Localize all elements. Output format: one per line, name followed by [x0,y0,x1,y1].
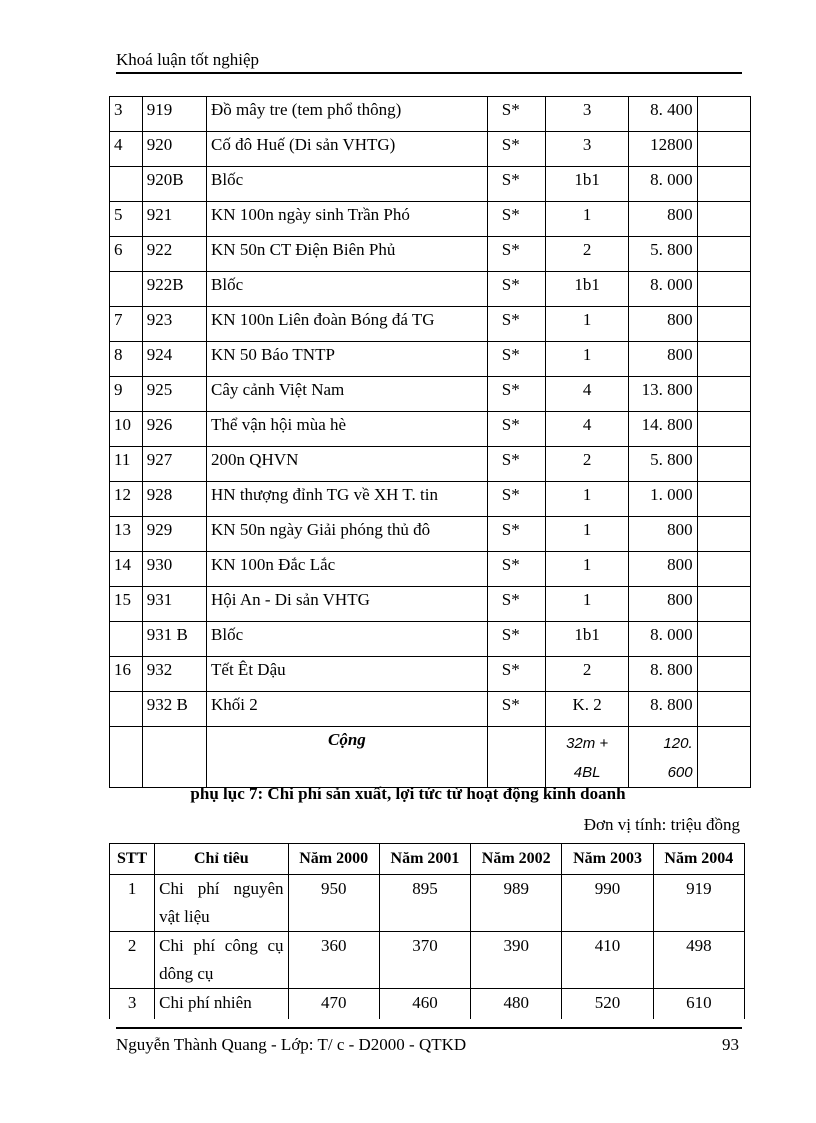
row-number: 2 [110,932,155,989]
row-number: 11 [110,447,143,482]
total-value [629,727,697,788]
stamp-value: 5. 800 [629,237,697,272]
stamp-name: Tết Êt Dậu [207,657,488,692]
stamp-name: Cây cảnh Việt Nam [207,377,488,412]
stamp-name: Hội An - Di sản VHTG [207,587,488,622]
table-row [110,875,745,932]
stamp-name: Blốc [207,622,488,657]
stamp-name: KN 50n ngày Giải phóng thủ đô [207,517,488,552]
year-value: 460 [379,989,470,1020]
stamp-value: 800 [629,342,697,377]
stamp-code: 931 [142,587,206,622]
stamp-quantity: 1b1 [545,167,628,202]
stamp-type: S* [487,692,545,727]
stamp-type: S* [487,272,545,307]
column-header: Năm 2002 [471,844,562,875]
empty-cell [697,412,750,447]
stamp-quantity: 1 [545,517,628,552]
empty-cell [697,692,750,727]
appendix-title: phụ lục 7: Chi phí sản xuất, lợi tức từ hoạt động kinh doanh [190,784,626,803]
table-row [110,307,751,342]
stamp-name: Cố đô Huế (Di sản VHTG) [207,132,488,167]
stamp-name: Thể vận hội mùa hè [207,412,488,447]
stamp-value: 14. 800 [629,412,697,447]
row-number: 9 [110,377,143,412]
stamp-type: S* [487,412,545,447]
table-row [110,989,745,1020]
row-number: 10 [110,412,143,447]
row-number: 7 [110,307,143,342]
stamp-name: 200n QHVN [207,447,488,482]
row-number: 6 [110,237,143,272]
column-header: Năm 2001 [379,844,470,875]
row-number: 4 [110,132,143,167]
year-value: 480 [471,989,562,1020]
empty-cell [697,377,750,412]
table-row [110,237,751,272]
stamp-quantity: 1 [545,342,628,377]
empty-cell [697,657,750,692]
table-row [110,622,751,657]
stamp-code: 931 B [142,622,206,657]
table-row [110,202,751,237]
total-row [110,727,751,788]
year-value: 410 [562,932,653,989]
column-header: Năm 2004 [653,844,744,875]
total-quantity-line1: 32m + [566,735,609,752]
total-value-line2: 600 [667,764,693,781]
row-number: 3 [110,989,155,1020]
stamp-name: Khối 2 [207,692,488,727]
table-row [110,132,751,167]
table-row [110,517,751,552]
stamp-quantity: 3 [545,97,628,132]
stamp-code: 922 [142,237,206,272]
empty-cell [697,482,750,517]
table-row [110,167,751,202]
row-number [110,272,143,307]
stamp-type: S* [487,447,545,482]
stamp-code: 921 [142,202,206,237]
stamp-type: S* [487,167,545,202]
stamp-type: S* [487,237,545,272]
table-row [110,932,745,989]
year-value: 370 [379,932,470,989]
stamp-value: 8. 800 [629,692,697,727]
stamp-quantity: 3 [545,132,628,167]
stamp-value: 8. 800 [629,657,697,692]
table-row [110,447,751,482]
row-number [110,692,143,727]
stamp-quantity: 2 [545,237,628,272]
empty-cell [697,587,750,622]
empty-cell [697,342,750,377]
stamp-type: S* [487,552,545,587]
empty-cell [697,97,750,132]
stamp-quantity: 1b1 [545,272,628,307]
stamp-issues-table [109,96,751,788]
total-label: Cộng [207,727,488,788]
stamp-name: KN 100n Liên đoàn Bóng đá TG [207,307,488,342]
stamp-value: 8. 000 [629,272,697,307]
table-row [110,342,751,377]
year-value: 390 [471,932,562,989]
empty-cell [697,552,750,587]
table-row [110,552,751,587]
year-value: 950 [288,875,379,932]
empty-cell [697,272,750,307]
year-value: 470 [288,989,379,1020]
cost-item: Chi phí nguyên vật liệu [155,875,288,932]
row-number: 14 [110,552,143,587]
row-number: 15 [110,587,143,622]
empty-cell [697,237,750,272]
stamp-value: 8. 400 [629,97,697,132]
table-row [110,692,751,727]
stamp-quantity: 1 [545,587,628,622]
stamp-code: 919 [142,97,206,132]
row-number: 3 [110,97,143,132]
table-row [110,377,751,412]
row-number: 16 [110,657,143,692]
footer-divider [116,1027,742,1029]
stamp-quantity: 1 [545,552,628,587]
stamp-code: 925 [142,377,206,412]
stamp-type: S* [487,202,545,237]
stamp-type: S* [487,307,545,342]
header-divider [116,72,742,74]
stamp-code: 929 [142,517,206,552]
stamp-code: 932 [142,657,206,692]
table-row [110,657,751,692]
row-number: 13 [110,517,143,552]
empty-cell [142,727,206,788]
stamp-value: 800 [629,587,697,622]
stamp-value: 5. 800 [629,447,697,482]
stamp-quantity: 1b1 [545,622,628,657]
empty-cell [697,202,750,237]
stamp-type: S* [487,97,545,132]
year-value: 360 [288,932,379,989]
stamp-type: S* [487,377,545,412]
stamp-name: KN 50 Báo TNTP [207,342,488,377]
stamp-code: 932 B [142,692,206,727]
stamp-value: 800 [629,202,697,237]
stamp-quantity: 4 [545,412,628,447]
row-number [110,167,143,202]
year-value: 990 [562,875,653,932]
stamp-type: S* [487,342,545,377]
row-number: 12 [110,482,143,517]
table-row [110,412,751,447]
empty-cell [697,517,750,552]
stamp-name: KN 50n CT Điện Biên Phủ [207,237,488,272]
stamp-name: Blốc [207,167,488,202]
year-value: 498 [653,932,744,989]
stamp-quantity: K. 2 [545,692,628,727]
stamp-value: 8. 000 [629,167,697,202]
stamp-type: S* [487,482,545,517]
row-number [110,622,143,657]
stamp-code: 927 [142,447,206,482]
stamp-type: S* [487,132,545,167]
empty-cell [697,132,750,167]
row-number: 5 [110,202,143,237]
empty-cell [697,622,750,657]
stamp-name: Đồ mây tre (tem phổ thông) [207,97,488,132]
row-number: 1 [110,875,155,932]
stamp-type: S* [487,622,545,657]
stamp-value: 12800 [629,132,697,167]
stamp-code: 930 [142,552,206,587]
stamp-code: 920B [142,167,206,202]
stamp-value: 1. 000 [629,482,697,517]
stamp-value: 800 [629,307,697,342]
stamp-code: 922B [142,272,206,307]
stamp-quantity: 2 [545,657,628,692]
stamp-name: Blốc [207,272,488,307]
empty-cell [697,307,750,342]
stamp-value: 8. 000 [629,622,697,657]
table-row [110,97,751,132]
column-header: STT [110,844,155,875]
empty-cell [697,727,750,788]
stamp-code: 928 [142,482,206,517]
stamp-type: S* [487,657,545,692]
year-value: 989 [471,875,562,932]
total-value-line1: 120. [663,735,693,752]
stamp-quantity: 1 [545,307,628,342]
cost-item: Chi phí nhiên [155,989,288,1020]
column-header: Chỉ tiêu [155,844,288,875]
empty-cell [697,447,750,482]
empty-cell [487,727,545,788]
stamp-name: KN 100n ngày sinh Trần Phó [207,202,488,237]
row-number: 8 [110,342,143,377]
stamp-code: 924 [142,342,206,377]
stamp-type: S* [487,587,545,622]
stamp-code: 926 [142,412,206,447]
column-header: Năm 2000 [288,844,379,875]
year-value: 610 [653,989,744,1020]
stamp-name: KN 100n Đắc Lắc [207,552,488,587]
stamp-value: 13. 800 [629,377,697,412]
stamp-name: HN thượng đỉnh TG về XH T. tin [207,482,488,517]
page-number: 93 [722,1035,739,1054]
stamp-type: S* [487,517,545,552]
empty-cell [697,167,750,202]
table-row [110,272,751,307]
page-header-title: Khoá luận tốt nghiệp [116,50,260,69]
year-value: 895 [379,875,470,932]
stamp-code: 923 [142,307,206,342]
total-quantity [545,727,628,788]
stamp-quantity: 2 [545,447,628,482]
table-row [110,587,751,622]
stamp-quantity: 1 [545,202,628,237]
stamp-quantity: 4 [545,377,628,412]
cost-item: Chi phí công cụ dông cụ [155,932,288,989]
stamp-value: 800 [629,552,697,587]
stamp-quantity: 1 [545,482,628,517]
year-value: 520 [562,989,653,1020]
stamp-code: 920 [142,132,206,167]
total-quantity-line2: 4BL [573,764,601,781]
column-header: Năm 2003 [562,844,653,875]
footer-author: Nguyễn Thành Quang - Lớp: T/ c - D2000 - QTKD [116,1035,467,1054]
year-value: 919 [653,875,744,932]
unit-label: Đơn vị tính: triệu đồng [583,815,740,834]
table-row [110,482,751,517]
stamp-value: 800 [629,517,697,552]
empty-cell [110,727,143,788]
production-costs-table [109,843,745,1019]
